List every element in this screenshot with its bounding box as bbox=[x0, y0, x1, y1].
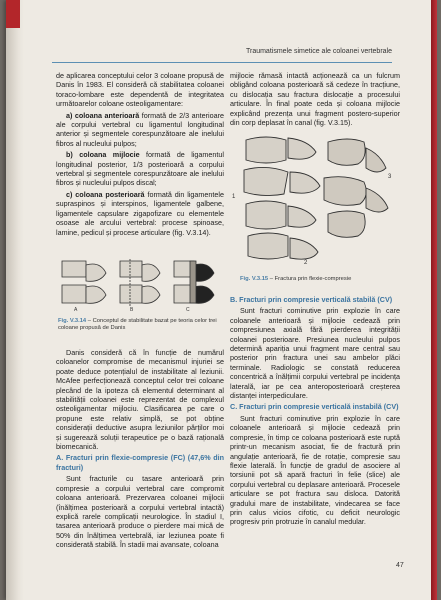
fig-left-caption-num: Fig. V.3.14 bbox=[58, 318, 87, 324]
fig-right-caption bbox=[240, 276, 400, 283]
fig-label-a: A bbox=[74, 307, 78, 313]
fig-label-b: B bbox=[130, 307, 134, 313]
fig-left-caption-text: – Conceptul de stabilitate bazat pe teoria celor trei coloane propusă de Danis bbox=[58, 318, 217, 331]
fig-left-caption bbox=[58, 318, 220, 332]
left-column-bottom bbox=[56, 348, 224, 552]
book-spine-shadow bbox=[6, 0, 24, 600]
item-a-label: a) coloana anterioară bbox=[66, 110, 140, 120]
item-c bbox=[56, 190, 224, 237]
heading-c: C. Fracturi prin compresie verticală instabilă (CV) bbox=[230, 402, 399, 412]
fig-right-caption-text: – Fractura prin flexie-compresie bbox=[269, 276, 352, 282]
fig-label-3: 3 bbox=[388, 174, 392, 180]
stable-compression-paragraph: Sunt fracturi cominutive prin explozie în care coloanele anterioară și mijlocie cedează prin compresiunea axială fără pierderea integrității coloanei posterioare. Presiunea nucleului pulpos determină apariția unui fragment mare central sau posterior prin fractura unei sau ambelor plăci terminale. Radiologic se constată reducerea concentrică a înălțimii corpului vertebral pe incidența laterală, iar pe cea anteroposterioară creșterea distanței interpediculare. bbox=[230, 306, 400, 401]
right-column-top bbox=[230, 71, 400, 129]
item-a-text: formată de 2/3 anterioare ale corpului vertebral cu ligamentul longitudinal anterior și segmentele corespunzătoare ale inelului fibros al nucleului pulpos; bbox=[56, 110, 224, 148]
item-c-text: formată din ligamentele supraspinos și interspinos, ligamentele galbene, ligamentele capsulare zigapofizare cu elementele osoase ale arcului vertebral: procese spinoase, lamine, pedicul și procese articulare (fig. V.3.14). bbox=[56, 189, 224, 237]
running-header bbox=[52, 48, 392, 63]
item-b bbox=[56, 150, 224, 188]
red-bookmark-corner bbox=[6, 0, 20, 28]
flexion-compression-paragraph: Sunt fracturile cu tasare anterioară prin compresie a corpului vertebral care compromit coloana anterioară. Prezervarea coloanei mijlocii (înălțimea posterioară a corpului vertebral intactă) explică rarele complicații neurologice. În stadiul I, tasarea anterioară produce o pierdere mai mică de 50% din înălțimea vertebrală, iar leziunea poate fi considerată stabilă. În stadii mai avansate, coloana bbox=[56, 474, 224, 550]
right-column-bottom bbox=[230, 295, 400, 529]
item-a bbox=[56, 111, 224, 149]
fig-label-c: C bbox=[186, 307, 190, 313]
page-number: 47 bbox=[396, 562, 404, 569]
flexion-compression-figure bbox=[228, 128, 400, 270]
danis-paragraph: Danis consideră că în funcție de numărul coloanelor compromise de mecanismul injuriei se poate deduce potențialul de instabilitate al leziunii. McAfee perfecționează conceptul celor trei coloane plecând de la ipoteza că elementul determinant al stabilității coloanei este reprezentat de complexul osteoligamentar mijlociu. Clasificarea pe care o propune este relativ simplă, se pot obține considerații deductive asupra leziunilor părților moi și sugerează soluții terapeutice pe o bază rațională biomecanică. bbox=[56, 348, 224, 452]
fig-label-1: 1 bbox=[232, 194, 236, 200]
running-title: Traumatismele simetice ale coloanei vertebrale bbox=[245, 48, 392, 55]
left-column-top bbox=[56, 71, 224, 239]
fig-label-2: 2 bbox=[304, 260, 308, 266]
unstable-compression-paragraph: Sunt fracturi cominutive prin explozie în care coloanele anterioară și mijlocie cedează prin compresie, în timp ce coloana posterioară este ruptă printr-un mecanism asociat, fie de fractură prin angulație anterioară, fie de rotație, compresie sau flexie laterală. În funcție de gradul de asociere al torsiunii pot să apară fracturi în felie (slice) ale corpului vertebral cu deplasare anterioară. Procesele articulare se pot fractura sau disloca. Datorită gradului mare de instabilitate, vindecarea se face prin calus vicios cifotic, cu deficit neurologic progresiv prin protruzie în canalul medular. bbox=[230, 413, 400, 527]
item-c-label: c) coloana posterioară bbox=[66, 189, 145, 199]
fig-right-caption-num: Fig. V.3.15 bbox=[240, 276, 269, 282]
right-intro-paragraph: mijlocie rămasă intactă acționează ca un fulcrum obligând coloana posterioară să cedeze în tracțiune, cu dislocația sau fractura dislocație a procesului articulare. În final poate ceda și coloana mijlocie explicând prezența unui fragment postero-superior din corp deplasat în canal (fig. V.3.15). bbox=[230, 71, 400, 128]
item-b-label: b) coloana mijlocie bbox=[66, 150, 140, 160]
heading-a: A. Fracturi prin flexie-compresie (FC) (47,6% din fracturi) bbox=[56, 453, 224, 472]
red-page-edge bbox=[431, 0, 437, 600]
heading-b: B. Fracturi prin compresie verticală stabilă (CV) bbox=[230, 295, 393, 304]
item-b-text: formată de ligamentul longitudinal posterior, 1/3 posterioară a corpului vertebral și segmentele corespunzătoare ale inelului fibros și nucleului pulpos discal; bbox=[56, 150, 225, 188]
three-column-concept-figure bbox=[56, 255, 224, 313]
intro-paragraph: de aplicarea conceptului celor 3 coloane propusă de Danis în 1983. El consideră că stabilitatea coloanei toraco-lombare este dependentă de integritatea următoarelor coloane osteoligamentare: bbox=[56, 71, 224, 109]
